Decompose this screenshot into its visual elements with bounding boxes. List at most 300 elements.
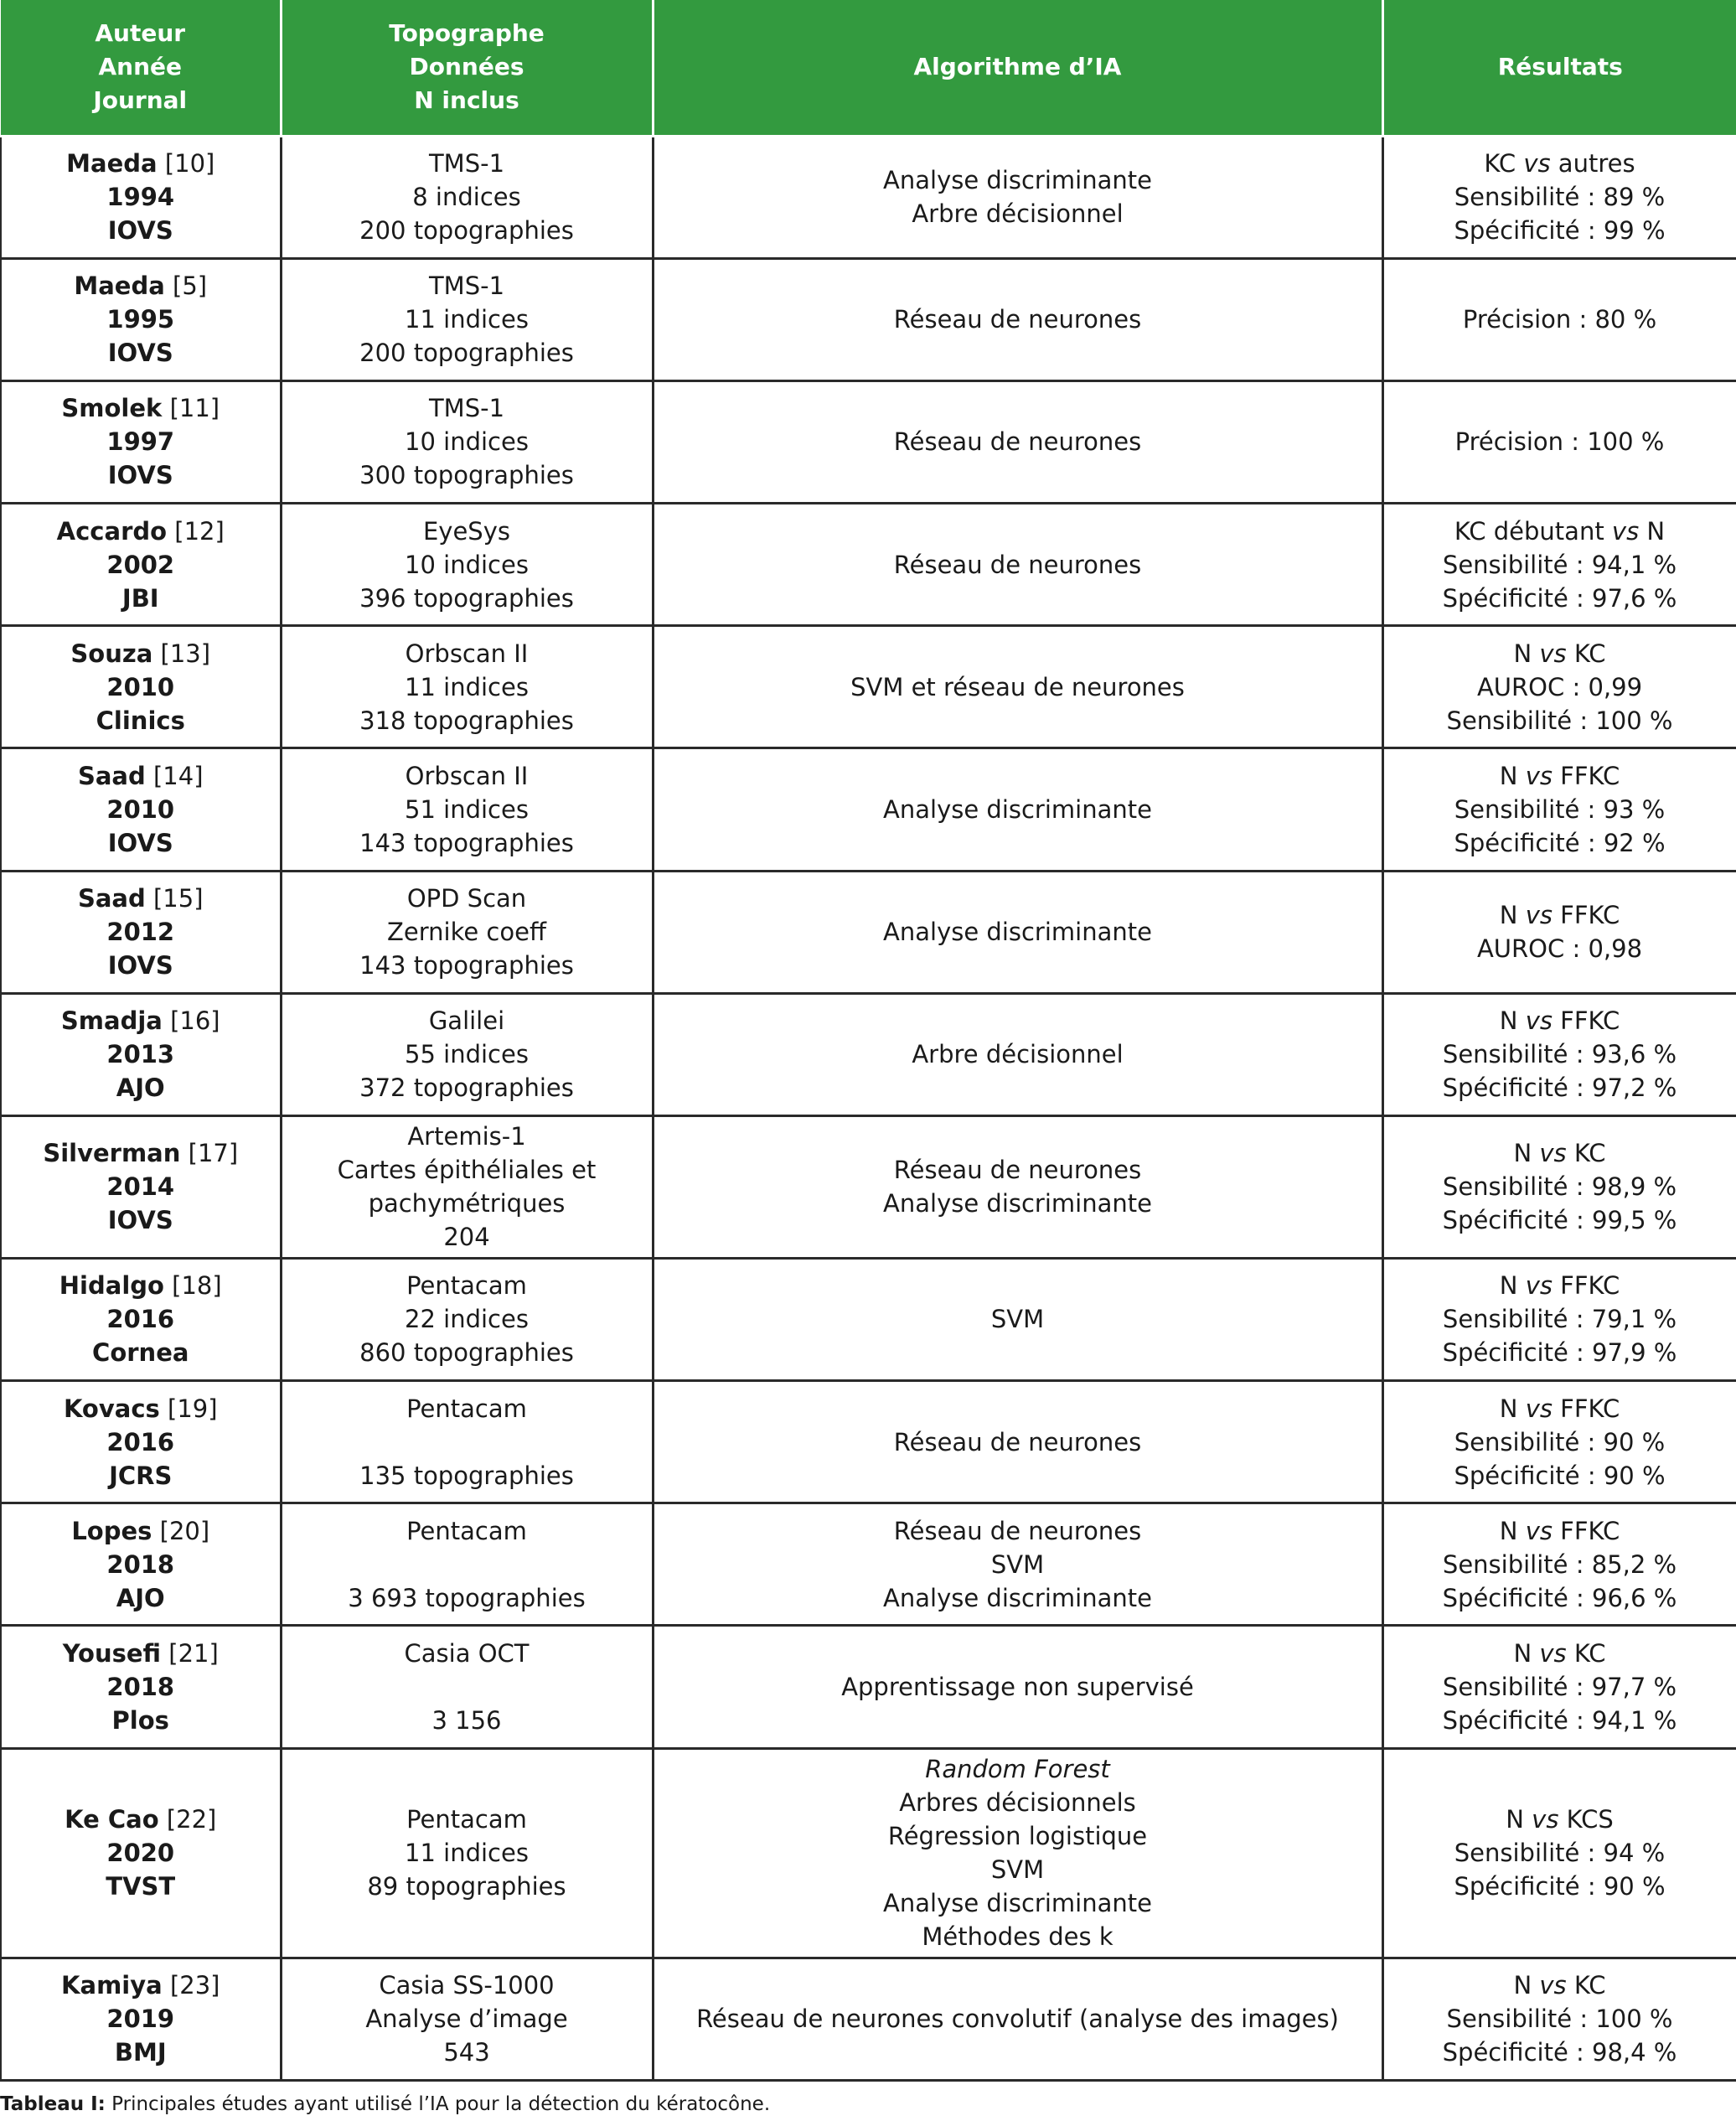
data-cell [281,1748,653,1958]
result-line [1392,548,1728,582]
data-line: EyeSys [422,516,510,546]
publication-year: 2013 [106,1040,175,1069]
result-line [1392,898,1728,932]
result-text: Spécificité : 99,5 % [1442,1206,1677,1235]
reference-number: [12] [174,516,225,546]
result-line [1392,1037,1728,1071]
reference-number: [15] [152,884,204,913]
data-line: 200 topographies [359,339,574,368]
result-text: Spécificité : 97,2 % [1442,1073,1677,1103]
algorithm-line: Réseau de neurones [893,1156,1142,1185]
algorithm-line: Analyse discriminante [883,1583,1152,1612]
result-text: Spécificité : 92 % [1454,829,1666,858]
data-line: TMS-1 [428,149,505,178]
results-cell [1382,1258,1736,1380]
author-name: Accardo [56,516,168,546]
result-text: KC [1566,639,1606,668]
result-line [1392,1004,1728,1037]
table-caption [0,2093,770,2115]
data-line: 200 topographies [359,216,574,246]
result-line [1392,2002,1728,2036]
publication-year: 2014 [106,1172,175,1202]
result-text: KC [1566,1139,1606,1168]
results-cell [1382,1626,1736,1748]
result-text: N [1499,1271,1526,1301]
result-line [1392,1392,1728,1425]
author-name: Lopes [71,1516,152,1545]
publication-year: 2020 [106,1839,175,1868]
author-line [10,637,271,670]
result-text: Sensibilité : 90 % [1454,1427,1666,1456]
journal-name: TVST [106,1872,176,1901]
versus-text: vs [1539,639,1567,668]
result-text: KC [1484,149,1524,178]
result-text: FFKC [1552,1394,1620,1423]
result-text: N [1506,1805,1532,1834]
data-line: 143 topographies [359,951,574,980]
reference-number: [13] [160,639,211,668]
author-name: Maeda [74,272,165,301]
data-cell [281,993,653,1115]
algorithm-line: Analyse discriminante [883,1889,1152,1918]
table-row [1,1958,1736,2080]
result-text: N [1499,901,1526,930]
author-name: Saad [77,762,146,791]
author-line [10,515,271,548]
algorithm-line: SVM [990,1855,1045,1885]
publication-year: 2019 [106,2005,175,2034]
author-line [10,1392,271,1425]
reference-number: [21] [168,1639,219,1668]
data-line: 143 topographies [359,829,574,858]
author-name: Maeda [66,149,158,178]
data-cell [281,380,653,503]
table-row [1,1116,1736,1259]
author-line [10,1514,271,1548]
reference-number: [20] [159,1516,210,1545]
results-cell [1382,258,1736,380]
result-line [1392,1968,1728,2002]
data-cell [281,626,653,748]
data-line: Casia SS-1000 [379,1971,555,2000]
algorithm-line: Arbre décisionnel [912,199,1124,229]
result-text: Spécificité : 97,9 % [1442,1338,1677,1368]
data-cell [281,871,653,993]
algorithm-cell [653,1958,1382,2080]
result-line [1392,1136,1728,1170]
publication-year: 1997 [106,427,175,457]
data-line: Orbscan II [405,762,529,791]
author-line [10,1004,271,1037]
results-cell [1382,504,1736,626]
publication-year: 1995 [106,305,175,334]
result-text: AUROC : 0,99 [1476,672,1643,701]
data-line: TMS-1 [428,394,505,423]
result-line [1392,1071,1728,1104]
author-line [10,1803,271,1836]
journal-name: IOVS [107,829,173,858]
algorithm-line: Réseau de neurones [893,427,1142,457]
result-text: Sensibilité : 79,1 % [1442,1305,1677,1334]
results-cell [1382,1503,1736,1626]
header-results: Résultats [1382,0,1736,136]
result-line [1392,932,1728,965]
table-row [1,1503,1736,1626]
result-line [1392,2036,1728,2069]
author-cell [1,258,281,380]
author-cell [1,993,281,1115]
result-line [1392,1548,1728,1581]
versus-text: vs [1539,1971,1567,2000]
result-line [1392,1514,1728,1548]
journal-name: JCRS [109,1461,173,1490]
table-row [1,626,1736,748]
data-line: 8 indices [412,183,521,212]
result-line [1392,180,1728,214]
publication-year: 2016 [106,1427,175,1456]
result-line [1392,303,1728,336]
data-line: 10 indices [405,427,529,457]
result-text: N [1499,762,1526,791]
result-text: AUROC : 0,98 [1476,934,1643,964]
data-line: Zernike coeff [387,918,546,947]
journal-name: Plos [111,1706,169,1736]
reference-number: [11] [169,394,220,423]
author-name: Kovacs [63,1394,160,1423]
publication-year: 2012 [106,918,175,947]
data-line: TMS-1 [428,272,505,301]
header-author: Auteur Année Journal [1,0,281,136]
algorithm-line: Réseau de neurones [893,1516,1142,1545]
table-row [1,993,1736,1115]
reference-number: [19] [168,1394,218,1423]
result-text: Sensibilité : 100 % [1446,2005,1673,2034]
journal-name: Clinics [96,706,185,735]
author-name: Kamiya [61,1971,163,2000]
versus-text: vs [1532,1805,1559,1834]
author-name: Saad [77,884,146,913]
algorithm-cell [653,1258,1382,1380]
result-text: N [1639,516,1666,546]
author-cell [1,1503,281,1626]
data-line [291,1425,643,1459]
author-line [10,147,271,180]
reference-number: [5] [173,272,208,301]
results-cell [1382,993,1736,1115]
algorithm-cell [653,1116,1382,1259]
algorithm-cell [653,626,1382,748]
result-line [1392,1670,1728,1704]
table-row [1,1258,1736,1380]
algorithm-line: SVM [990,1305,1045,1334]
journal-name: IOVS [107,951,173,980]
results-cell [1382,1381,1736,1503]
algorithm-cell [653,871,1382,993]
algorithm-line: Analyse discriminante [883,918,1152,947]
author-cell [1,1748,281,1958]
author-cell [1,1116,281,1259]
data-line: Orbscan II [405,639,529,668]
data-line: 372 topographies [359,1073,574,1103]
result-text: Précision : 100 % [1454,427,1665,457]
data-line: Artemis-1 [407,1122,526,1151]
versus-text: vs [1525,901,1553,930]
algorithm-cell [653,748,1382,871]
algorithm-cell [653,136,1382,258]
result-line [1392,1302,1728,1336]
result-text: Spécificité : 94,1 % [1442,1706,1677,1736]
result-text: N [1499,1394,1526,1423]
publication-year: 2002 [106,550,175,579]
author-name: Smadja [60,1006,163,1036]
result-text: Spécificité : 98,4 % [1442,2038,1677,2067]
result-line [1392,793,1728,826]
reference-number: [16] [170,1006,220,1036]
author-name: Yousefi [62,1639,162,1668]
journal-name: IOVS [107,461,173,490]
data-line: 51 indices [405,795,529,825]
result-text: Sensibilité : 93 % [1454,795,1666,825]
result-text: N [1513,1139,1540,1168]
journal-name: IOVS [107,216,173,246]
versus-text: vs [1525,1271,1553,1301]
author-line [10,391,271,425]
reference-number: [18] [172,1271,222,1301]
data-line: 543 [443,2038,490,2067]
result-text: autres [1550,149,1635,178]
result-text: FFKC [1552,762,1620,791]
result-text: FFKC [1552,1271,1620,1301]
journal-name: BMJ [114,2038,167,2067]
algorithm-cell [653,1381,1382,1503]
algorithm-line: Arbre décisionnel [912,1040,1124,1069]
result-text: KC [1566,1639,1606,1668]
algorithm-line: Analyse discriminante [883,795,1152,825]
result-text: Spécificité : 97,6 % [1442,583,1677,613]
results-cell [1382,626,1736,748]
results-cell [1382,380,1736,503]
algorithm-cell [653,504,1382,626]
publication-year: 2016 [106,1305,175,1334]
author-name: Souza [70,639,153,668]
algorithm-line: Méthodes des k [922,1922,1113,1952]
data-line: 22 indices [405,1305,529,1334]
result-line [1392,759,1728,793]
algorithm-line: Analyse discriminante [883,1189,1152,1218]
data-cell [281,136,653,258]
journal-name: Cornea [92,1338,189,1368]
algorithm-line: Régression logistique [887,1822,1148,1851]
data-line: 318 topographies [359,706,574,735]
author-cell [1,504,281,626]
table-row [1,504,1736,626]
result-text: KC débutant [1454,516,1612,546]
result-line [1392,1870,1728,1903]
result-text: FFKC [1552,1516,1620,1545]
author-line [10,269,271,303]
data-line: Casia OCT [404,1639,530,1668]
results-cell [1382,1116,1736,1259]
algorithm-line: Réseau de neurones [893,550,1142,579]
data-line: 3 693 topographies [348,1583,586,1612]
publication-year: 2010 [106,795,175,825]
algorithm-line: Apprentissage non supervisé [841,1673,1194,1702]
table-row [1,871,1736,993]
data-line: Pentacam [406,1271,527,1301]
journal-name: IOVS [107,1206,173,1235]
algorithm-cell [653,1626,1382,1748]
data-cell [281,258,653,380]
journal-name: AJO [116,1073,165,1103]
algorithm-cell [653,380,1382,503]
result-text: Spécificité : 90 % [1454,1872,1666,1901]
result-text: N [1499,1006,1526,1036]
result-line [1392,1170,1728,1203]
author-line [10,1968,271,2002]
results-cell [1382,871,1736,993]
reference-number: [17] [188,1139,239,1168]
data-line: 860 topographies [359,1338,574,1368]
versus-text: vs [1539,1639,1567,1668]
versus-text: vs [1525,762,1553,791]
result-text: KCS [1558,1805,1614,1834]
author-name: Ke Cao [65,1805,159,1834]
table-row [1,748,1736,871]
author-name: Silverman [43,1139,181,1168]
data-line: pachymétriques [368,1189,566,1218]
result-line [1392,1581,1728,1615]
results-cell [1382,1748,1736,1958]
result-text: Sensibilité : 97,7 % [1442,1673,1677,1702]
table-row [1,136,1736,258]
result-text: Sensibilité : 93,6 % [1442,1040,1677,1069]
data-line: 10 indices [405,550,529,579]
results-cell [1382,1958,1736,2080]
author-name: Hidalgo [59,1271,164,1301]
result-text: Sensibilité : 98,9 % [1442,1172,1677,1202]
author-cell [1,380,281,503]
table-row [1,1748,1736,1958]
result-line [1392,147,1728,180]
caption-text: Principales études ayant utilisé l’IA pour la détection du kératocône. [105,2093,771,2115]
table-row [1,258,1736,380]
versus-text: vs [1523,149,1551,178]
result-text: Sensibilité : 89 % [1454,183,1666,212]
result-line [1392,1836,1728,1870]
author-line [10,759,271,793]
author-name: Smolek [61,394,163,423]
author-cell [1,871,281,993]
algorithm-line: Réseau de neurones [893,305,1142,334]
data-cell [281,1258,653,1380]
reference-number: [10] [164,149,215,178]
reference-number: [22] [166,1805,217,1834]
algorithm-cell [653,993,1382,1115]
result-line [1392,1803,1728,1836]
publication-year: 2018 [106,1673,175,1702]
data-line: 300 topographies [359,461,574,490]
result-line [1392,1704,1728,1737]
header-data: Topographe Données N inclus [281,0,653,136]
result-text: Sensibilité : 100 % [1446,706,1673,735]
result-text: FFKC [1552,901,1620,930]
author-cell [1,1626,281,1748]
data-line: Pentacam [406,1805,527,1834]
algorithm-cell [653,258,1382,380]
data-cell [281,1381,653,1503]
author-line [10,1637,271,1670]
data-line: 135 topographies [359,1461,574,1490]
data-cell [281,748,653,871]
author-cell [1,1958,281,2080]
data-cell [281,1503,653,1626]
algorithm-line: SVM et réseau de neurones [850,672,1185,701]
data-cell [281,1958,653,2080]
data-line: 11 indices [405,305,529,334]
data-line: 89 topographies [367,1872,566,1901]
result-text: Sensibilité : 85,2 % [1442,1549,1677,1579]
algorithm-line: Arbres décisionnels [899,1788,1136,1818]
result-text: FFKC [1552,1006,1620,1036]
result-line [1392,1203,1728,1237]
author-cell [1,626,281,748]
versus-text: vs [1539,1139,1567,1168]
data-line: 11 indices [405,1839,529,1868]
result-line [1392,1459,1728,1492]
results-cell [1382,748,1736,871]
result-text: N [1513,639,1540,668]
table-header-row [1,0,1736,136]
algorithm-cell [653,1748,1382,1958]
algorithm-line: SVM [990,1549,1045,1579]
author-line [10,1136,271,1170]
result-line [1392,1425,1728,1459]
data-line [291,1670,643,1704]
reference-number: [14] [152,762,204,791]
author-cell [1,748,281,871]
author-cell [1,1258,281,1380]
result-line [1392,515,1728,548]
versus-text: vs [1525,1394,1553,1423]
data-line: OPD Scan [406,884,527,913]
caption-label: Tableau I: [0,2093,106,2115]
data-line: 204 [443,1223,490,1252]
data-line: 11 indices [405,672,529,701]
result-line [1392,582,1728,615]
versus-text: vs [1525,1006,1553,1036]
algorithm-cell [653,1503,1382,1626]
result-text: N [1513,1639,1540,1668]
reference-number: [23] [169,1971,220,2000]
result-text: N [1499,1516,1526,1545]
result-line [1392,1269,1728,1302]
table-body [1,136,1736,2081]
table-row [1,1626,1736,1748]
data-line: Pentacam [406,1516,527,1545]
journal-name: JBI [121,583,159,613]
result-line [1392,637,1728,670]
result-line [1392,214,1728,247]
table-row [1,1381,1736,1503]
data-line: 396 topographies [359,583,574,613]
header-algorithm: Algorithme d’IA [653,0,1382,136]
data-line: 3 156 [431,1706,502,1736]
data-line: 55 indices [405,1040,529,1069]
result-line [1392,704,1728,737]
publication-year: 1994 [106,183,175,212]
algorithm-line: Analyse discriminante [883,166,1152,195]
data-line: Pentacam [406,1394,527,1423]
